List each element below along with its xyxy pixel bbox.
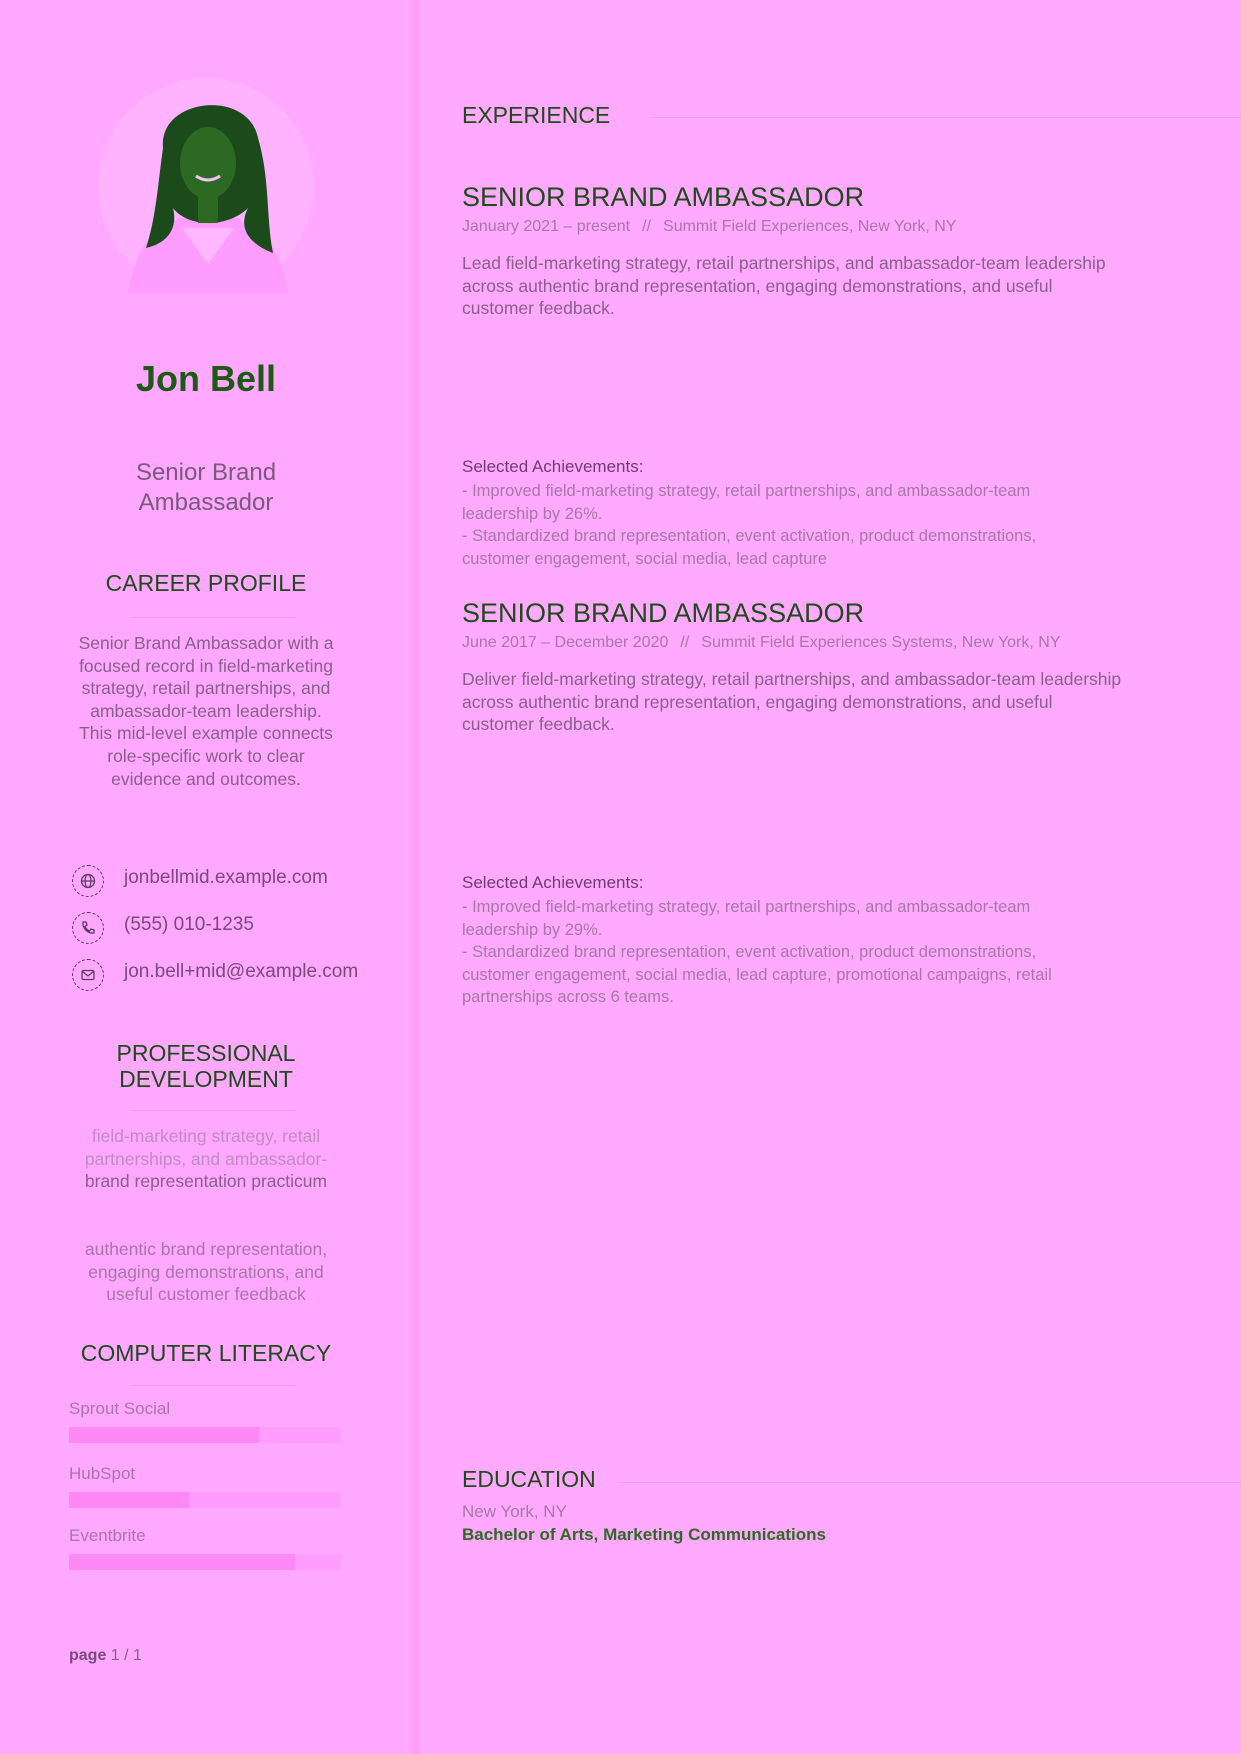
contact-website[interactable] <box>72 865 402 899</box>
skill-bar-fill <box>69 1492 189 1508</box>
meta-separator: // <box>680 634 690 651</box>
pd-item-1: field-marketing strategy, retail partnerships, and ambassador- <box>84 1126 328 1169</box>
job-description: Lead field-marketing strategy, retail partnerships, and ambassador-team leadership across authentic brand representation, engaging demonstrations, and useful customer feedback. <box>462 253 1106 319</box>
job-dates: January 2021 – present <box>462 218 631 235</box>
sidebar <box>0 0 412 1754</box>
skill-label: Sprout Social <box>69 1399 171 1418</box>
profile-photo <box>98 78 314 294</box>
contact-phone[interactable] <box>72 912 402 946</box>
phone-icon <box>72 912 104 944</box>
career-profile-rule <box>131 617 296 618</box>
contact-email[interactable] <box>72 959 402 993</box>
job-dates: June 2017 – December 2020 <box>462 634 669 651</box>
job-meta <box>462 218 1122 236</box>
job-company: Summit Field Experiences Systems, New York, NY <box>701 634 1061 651</box>
pd-item-2: authentic brand representation, engaging demonstrations, and useful customer feedback <box>84 1239 328 1305</box>
experience-rule <box>652 117 1241 118</box>
achievements-title: Selected Achievements: <box>462 873 644 892</box>
job-title: SENIOR BRAND AMBASSADOR <box>462 182 865 212</box>
skill-label: Eventbrite <box>69 1526 146 1545</box>
achievements-list: - Improved field-marketing strategy, retail partnerships, and ambassador-team leadership by 26%. - Standardized brand representation, event activation, product demonstrations, customer engagement, social media, lead capture <box>462 482 1037 568</box>
candidate-title: Senior Brand Ambassador <box>135 459 277 516</box>
pd-item-1-overlap: brand representation practicum <box>84 1171 328 1191</box>
column-divider <box>412 0 420 1754</box>
achievements-title: Selected Achievements: <box>462 457 644 476</box>
career-profile-heading: CAREER PROFILE <box>105 570 307 596</box>
achievements-list: - Improved field-marketing strategy, retail partnerships, and ambassador-team leadership by 29%. - Standardized brand representation, event activation, product demonstrations, customer engagement, social media, lead capture, promotional campaigns, retail partnerships across 6 teams. <box>462 898 1052 1007</box>
job-description: Deliver field-marketing strategy, retail partnerships, and ambassador-team leadership across authentic brand representation, engaging demonstrations, and useful customer feedback. <box>462 669 1122 735</box>
computer-literacy-rule <box>131 1385 296 1386</box>
education-location: New York, NY <box>462 1502 567 1521</box>
career-profile-text: Senior Brand Ambassador with a focused record in field-marketing strategy, retail partnerships, and ambassador-team leadership. This mid-level example connects role-specific work to clear evidence and outcomes. <box>78 633 334 789</box>
globe-icon <box>72 865 104 897</box>
skill-bar <box>69 1554 341 1570</box>
mail-icon <box>72 959 104 991</box>
skill-bar <box>69 1427 341 1443</box>
page-indicator <box>69 1647 142 1665</box>
page-number: 1 / 1 <box>110 1647 142 1664</box>
education-degree: Bachelor of Arts, Marketing Communications <box>462 1525 826 1544</box>
page-label: page <box>69 1647 107 1664</box>
experience-heading: EXPERIENCE <box>462 102 611 128</box>
portrait-image <box>98 78 314 294</box>
main-column <box>420 0 1241 1754</box>
job-meta <box>462 634 1122 654</box>
website-text[interactable]: jonbellmid.example.com <box>124 867 328 888</box>
skill-bar-fill <box>69 1427 259 1443</box>
skill-label: HubSpot <box>69 1464 136 1483</box>
candidate-name: Jon Bell <box>135 358 277 399</box>
skill-bar <box>69 1492 341 1508</box>
professional-development-heading: PROFESSIONAL DEVELOPMENT <box>116 1040 296 1092</box>
education-heading: EDUCATION <box>462 1466 596 1492</box>
skill-bar-fill <box>69 1554 295 1570</box>
education-rule <box>620 1482 1241 1483</box>
phone-text[interactable]: (555) 010-1235 <box>124 914 254 935</box>
professional-development-rule <box>131 1110 296 1111</box>
job-company: Summit Field Experiences, New York, NY <box>663 218 957 235</box>
meta-separator: // <box>642 218 652 235</box>
email-text[interactable]: jon.bell+mid@example.com <box>124 961 359 982</box>
job-title: SENIOR BRAND AMBASSADOR <box>462 598 865 628</box>
computer-literacy-heading: COMPUTER LITERACY <box>80 1340 332 1366</box>
